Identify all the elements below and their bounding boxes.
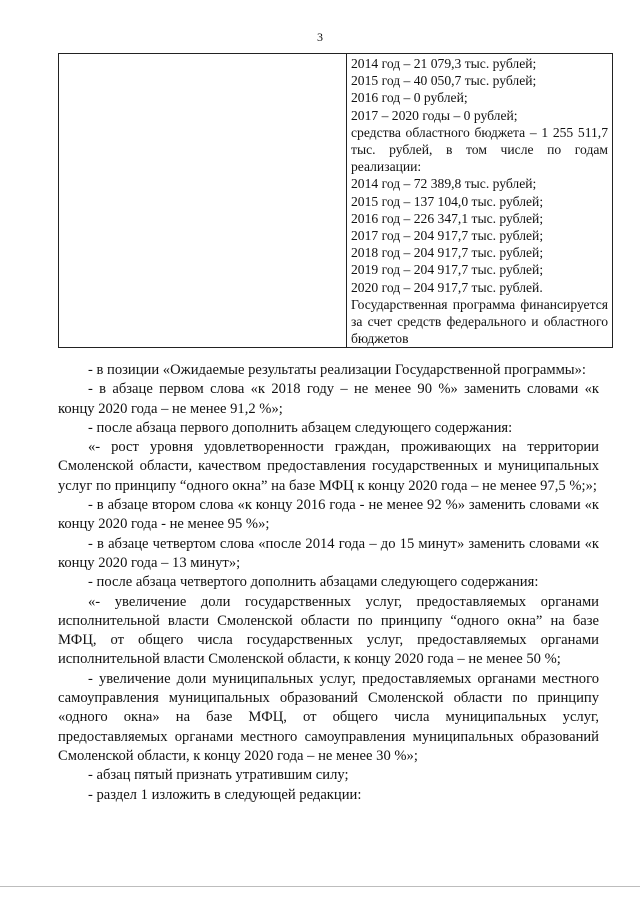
bottom-divider bbox=[0, 886, 640, 887]
paragraph: - после абзаца первого дополнить абзацем следующего содержания: bbox=[88, 419, 513, 436]
funding-line: 2018 год – 204 917,7 тыс. рублей; bbox=[351, 245, 544, 261]
paragraph: - раздел 1 изложить в следующей редакции: bbox=[88, 786, 362, 803]
funding-line: 2017 год – 204 917,7 тыс. рублей; bbox=[351, 228, 544, 244]
funding-line: 2016 год – 226 347,1 тыс. рублей; bbox=[351, 210, 544, 226]
paragraph: «- рост уровня удовлетворенности граждан, проживающих на территории Смоленской области, качеством предоставления государственных и муниципальных услуг по принципу “одного окна” на базе МФЦ к концу 2020 года – не менее 97,5 %;»; bbox=[58, 439, 599, 494]
paragraph: «- увеличение доли государственных услуг, предоставляемых органами исполнительной власти Смоленской области по принципу “одного окна” на базе МФЦ, от общего числа государственных услуг, предоставляемых органами исполнительной власти Смоленской области, к концу 2020 года – не менее 50 %; bbox=[58, 593, 599, 668]
paragraph: - в позиции «Ожидаемые результаты реализации Государственной программы»: bbox=[88, 362, 586, 378]
table-cell-left bbox=[59, 54, 347, 348]
paragraph: - увеличение доли муниципальных услуг, предоставляемых органами местного самоуправления муниципальных образований Смоленской области по принципу «одного окна» на базе МФЦ, от общего числа муниципальных услуг, предоставляемых органами местного самоуправления муниципальных образований Смоленской области, к концу 2020 года – не менее 30 %»; bbox=[58, 670, 599, 764]
funding-line: 2014 год – 21 079,3 тыс. рублей; bbox=[351, 56, 537, 71]
paragraph: - после абзаца четвертого дополнить абзацами следующего содержания: bbox=[88, 574, 539, 591]
funding-line: 2015 год – 137 104,0 тыс. рублей; bbox=[351, 193, 544, 209]
funding-line: 2019 год – 204 917,7 тыс. рублей; bbox=[351, 262, 544, 278]
paragraph: - в абзаце втором слова «к концу 2016 года - не менее 92 %» заменить словами «к концу 2020 года - не менее 95 %»; bbox=[58, 497, 599, 533]
paragraph: - абзац пятый признать утратившим силу; bbox=[88, 767, 349, 784]
funding-line: 2017 – 2020 годы – 0 рублей; bbox=[351, 107, 518, 123]
funding-line: 2015 год – 40 050,7 тыс. рублей; bbox=[351, 73, 537, 89]
funding-line: 2014 год – 72 389,8 тыс. рублей; bbox=[351, 176, 537, 192]
funding-line: 2016 год – 0 рублей; bbox=[351, 90, 468, 106]
funding-line: средства областного бюджета – 1 255 511,7 тыс. рублей, в том числе по годам реализации: bbox=[351, 124, 608, 175]
page-number: 3 bbox=[317, 30, 323, 44]
document-body bbox=[58, 361, 599, 805]
paragraph: - в абзаце первом слова «к 2018 году – не менее 90 %» заменить словами «к концу 2020 года – не менее 91,2 %»; bbox=[58, 381, 599, 417]
table-row bbox=[59, 54, 613, 348]
funding-line: Государственная программа финансируется за счет средств федерального и областного бюджетов bbox=[351, 296, 608, 347]
table-cell-right bbox=[347, 54, 613, 348]
funding-line: 2020 год – 204 917,7 тыс. рублей. bbox=[351, 279, 543, 295]
paragraph: - в абзаце четвертом слова «после 2014 года – до 15 минут» заменить словами «к концу 2020 года – 13 минут»; bbox=[58, 535, 599, 571]
budget-table bbox=[58, 53, 613, 348]
